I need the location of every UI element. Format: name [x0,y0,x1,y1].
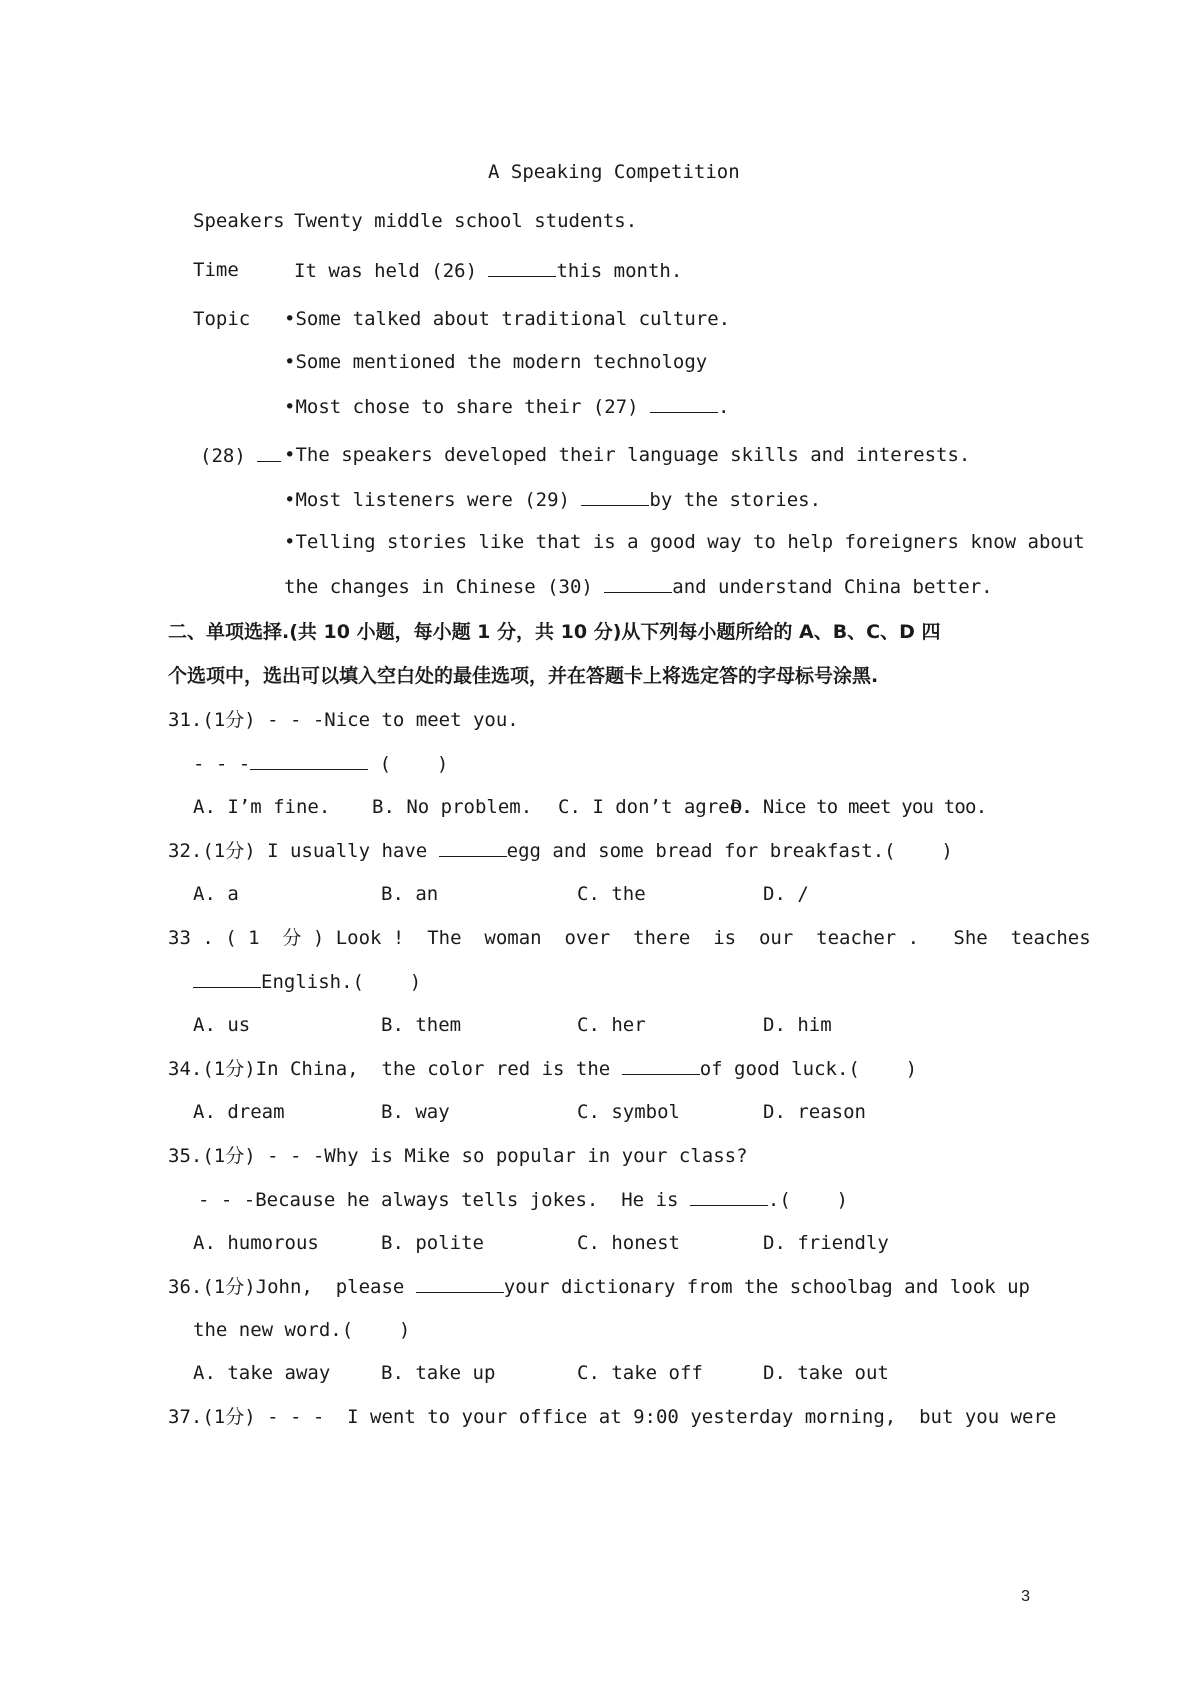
time-text-before: It was held (26) [294,260,489,282]
q36-option-c[interactable]: C. take off [577,1362,703,1384]
question-33-stem-2 [193,969,421,994]
row28-bullet-2-after: by the stories. [649,489,822,511]
q31-option-a[interactable]: A. I’m fine. [193,796,331,818]
row-label-time: Time [193,259,239,281]
q31-option-c[interactable]: C. I don’t agree. [558,796,753,818]
blank-30[interactable] [604,574,672,593]
question-36-stem [168,1274,1030,1299]
label-28-text: (28) [200,445,246,467]
q32-option-d[interactable]: D. / [763,883,809,905]
q35-option-c[interactable]: C. honest [577,1232,680,1254]
q31-option-d[interactable]: D. Nice to meet you too. [731,796,987,818]
question-34-stem [168,1056,917,1081]
blank-29[interactable] [581,487,649,506]
question-33-stem: 33 . ( 1 分 ) Look ! The woman over there is our teacher . She teaches [168,927,1091,949]
question-36-stem-2: the new word.( ) [193,1319,411,1341]
row28-bullet-1: •The speakers developed their language skills and interests. [284,444,971,466]
question-35-stem-2 [198,1187,848,1212]
blank-36[interactable] [416,1274,504,1293]
q35-option-d[interactable]: D. friendly [763,1232,889,1254]
passage-title: A Speaking Competition [488,161,740,183]
q36-before: 36.(1分)John, please [168,1276,416,1298]
row-label-28 [200,443,281,468]
q36-option-b[interactable]: B. take up [381,1362,496,1384]
q32-before: 32.(1分) I usually have [168,840,439,862]
blank-32[interactable] [439,838,507,857]
q36-option-a[interactable]: A. take away [193,1362,331,1384]
q34-option-b[interactable]: B. way [381,1101,450,1123]
row-label-speakers: Speakers [193,210,285,232]
blank-35[interactable] [690,1187,768,1206]
q33-option-b[interactable]: B. them [381,1014,462,1036]
section-heading-line-1: 二、单项选择.(共 10 小题，每小题 1 分，共 10 分)从下列每小题所给的 A、B、C、D 四 [168,621,941,643]
row28-bullet-3: •Telling stories like that is a good way to help foreigners know about [284,531,1085,553]
topic-bullet-3-before: •Most chose to share their (27) [284,396,651,418]
q35-after: .( ) [767,1189,848,1211]
q32-option-b[interactable]: B. an [381,883,439,905]
q35-option-a[interactable]: A. humorous [193,1232,319,1254]
blank-27[interactable] [650,394,718,413]
row-label-topic: Topic [193,308,251,330]
question-37-stem: 37.(1分) - - - I went to your office at 9:00 yesterday morning, but you were [168,1406,1057,1428]
row28-bullet-2 [284,487,821,512]
q34-before: 34.(1分)In China, the color red is the [168,1058,622,1080]
question-32-stem [168,838,953,863]
q32-after: egg and some bread for breakfast.( ) [506,840,953,862]
q33-after: English.( ) [261,971,422,993]
row28-bullet-4-before: the changes in Chinese (30) [284,576,605,598]
question-31-stem: 31.(1分) - - -Nice to meet you. [168,709,519,731]
blank-31[interactable] [250,751,368,770]
topic-bullet-3 [284,394,730,419]
q32-option-c[interactable]: C. the [577,883,646,905]
q34-option-d[interactable]: D. reason [763,1101,866,1123]
section-heading-line-2: 个选项中，选出可以填入空白处的最佳选项，并在答题卡上将选定答的字母标号涂黑. [168,665,879,687]
topic-bullet-3-after: . [718,396,730,418]
q31-dash: - - - [193,753,251,775]
q35-option-b[interactable]: B. polite [381,1232,484,1254]
q35-before: - - -Because he always tells jokes. He is [198,1189,690,1211]
question-31-stem-2 [193,751,448,776]
question-35-stem: 35.(1分) - - -Why is Mike so popular in your class? [168,1145,748,1167]
q31-paren: ( ) [379,753,449,775]
q32-option-a[interactable]: A. a [193,883,239,905]
q36-option-d[interactable]: D. take out [763,1362,889,1384]
q31-option-b[interactable]: B. No problem. [372,796,533,818]
row28-bullet-4 [284,574,993,599]
q34-option-a[interactable]: A. dream [193,1101,285,1123]
q36-after: your dictionary from the schoolbag and look up [503,1276,1030,1298]
row-text-time [294,258,682,283]
q33-option-a[interactable]: A. us [193,1014,251,1036]
row28-bullet-4-after: and understand China better. [672,576,993,598]
blank-28[interactable] [257,443,281,462]
q34-after: of good luck.( ) [699,1058,918,1080]
blank-34[interactable] [622,1056,700,1075]
blank-26[interactable] [488,258,556,277]
topic-bullet-2: •Some mentioned the modern technology [284,351,708,373]
q34-option-c[interactable]: C. symbol [577,1101,680,1123]
page-number: 3 [1021,1588,1030,1605]
topic-bullet-1: •Some talked about traditional culture. [284,308,731,330]
row28-bullet-2-before: •Most listeners were (29) [284,489,582,511]
time-text-after: this month. [556,260,683,282]
blank-33[interactable] [193,969,261,988]
row-text-speakers: Twenty middle school students. [294,210,638,232]
q33-option-d[interactable]: D. him [763,1014,832,1036]
q33-option-c[interactable]: C. her [577,1014,646,1036]
